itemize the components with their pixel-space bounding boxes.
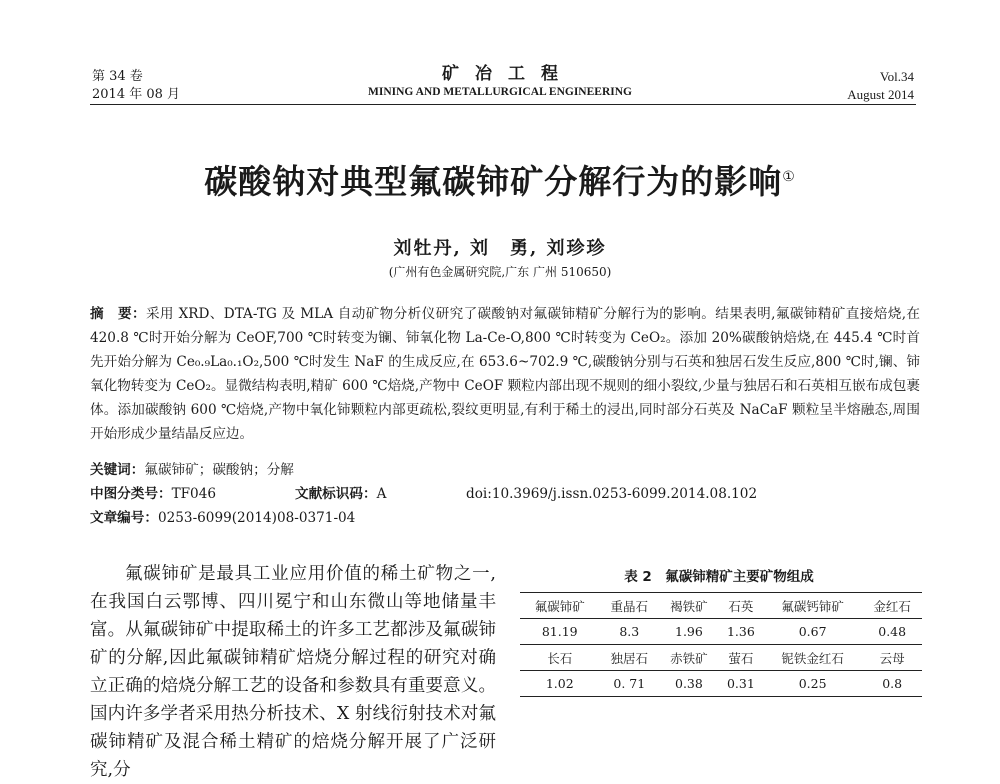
body-column-left — [90, 560, 496, 784]
table-cell: 1.96 — [659, 619, 719, 645]
table-cell: 萤石 — [728, 650, 754, 666]
table-cell: 赤铁矿 — [670, 650, 708, 666]
table-cell: 8.3 — [599, 619, 659, 645]
keywords-value: 氟碳铈矿；碳酸钠；分解 — [144, 462, 294, 478]
table-caption: 表 2 氟碳铈精矿主要矿物组成 — [624, 569, 814, 585]
affiliation: (广州有色金属研究院,广东 广州 510650) — [388, 265, 612, 279]
article-number-label: 文章编号： — [90, 510, 158, 526]
volume-cn: 第 34 卷 — [92, 69, 143, 84]
paper-title-text: 碳酸钠对典型氟碳铈矿分解行为的影响 — [204, 162, 783, 201]
paper-title — [0, 156, 1000, 203]
table-cell: 0.25 — [763, 671, 862, 697]
table-cell: 金红石 — [862, 593, 922, 619]
table-row-values-1 — [520, 619, 922, 645]
table-cell: 1.02 — [520, 671, 599, 697]
doi: doi:10.3969/j.issn.0253-6099.2014.08.102 — [466, 486, 758, 502]
date-en: August 2014 — [847, 87, 914, 102]
header-rule — [90, 104, 916, 105]
volume-en: Vol.34 — [879, 69, 914, 84]
table-cell: 长石 — [547, 650, 573, 666]
table-row-headers-2 — [520, 645, 922, 671]
table-cell: 0.8 — [862, 671, 922, 697]
keywords — [90, 458, 920, 482]
table-cell: 氟碳钙铈矿 — [763, 593, 862, 619]
table-cell: 0.31 — [719, 671, 763, 697]
article-number-value: 0253-6099(2014)08-0371-04 — [157, 510, 356, 526]
abstract-label: 摘 要： — [90, 306, 146, 322]
authors: 刘牡丹, 刘 勇, 刘珍珍 — [393, 238, 607, 259]
table-cell: 0.67 — [763, 619, 862, 645]
abstract — [90, 302, 920, 446]
running-header-right — [847, 68, 914, 104]
table-cell: 0.48 — [862, 619, 922, 645]
mineral-composition-table — [520, 592, 922, 697]
abstract-text: 采用 XRD、DTA-TG 及 MLA 自动矿物分析仪研究了碳酸钠对氟碳铈精矿分解行为的影响。结果表明,氟碳铈精矿直接焙烧,在 420.8 ℃时开始分解为 CeOF,700 ℃时转变为镧、铈氧化物 La-Ce-O,800 ℃时转变为 CeO₂。添加 20%碳酸钠焙烧,在 445.4 ℃时首先开始分解为 Ce₀.₉La₀.₁O₂,500 ℃时发生 NaF 的生成反应,在 653.6~702.9 ℃,碳酸钠分别与石英和独居石发生反应,800 ℃时,镧、铈氧化物转变为 CeO₂。显微结构表明,精矿 600 ℃焙烧,产物中 CeOF 颗粒内部出现不规则的细小裂纹,少量与独居石和石英相互嵌布成包裹体。添加碳酸钠 600 ℃焙烧,产物中氧化铈颗粒内部更疏松,裂纹更明显,有利于稀土的浸出,同时部分石英及 NaCaF 颗粒呈半熔融态,周围开始形成少量结晶反应边。 — [90, 306, 921, 442]
table-cell: 褐铁矿 — [659, 593, 719, 619]
table-cell: 81.19 — [520, 619, 599, 645]
journal-title-en: MINING AND METALLURGICAL ENGINEERING — [367, 86, 632, 98]
table-cell: 独居石 — [610, 650, 649, 666]
table-cell: 氟碳铈矿 — [520, 593, 599, 619]
table-cell: 1.36 — [719, 619, 763, 645]
journal-title-cn: 矿冶工程 — [442, 64, 574, 84]
table-cell: 0. 71 — [599, 671, 659, 697]
table-row-values-2 — [520, 671, 922, 697]
intro-paragraph: 氟碳铈矿是最具工业应用价值的稀土矿物之一,在我国白云鄂博、四川冕宁和山东微山等地储量丰富。从氟碳铈矿中提取稀土的许多工艺都涉及氟碳铈矿的分解,因此氟碳铈精矿焙烧分解过程的研究对确立正确的焙烧分解工艺的设备和参数具有重要意义。国内许多学者采用热分析技术、X 射线衍射技术对氟碳铈精矿及混合稀土精矿的焙烧分解开展了广泛研究,分 — [90, 564, 496, 780]
keywords-label: 关键词： — [90, 462, 145, 478]
table-cell: 石英 — [719, 593, 763, 619]
article-number — [90, 506, 920, 530]
clc-value: TF046 — [171, 486, 217, 502]
clc-label: 中图分类号： — [90, 486, 172, 502]
date-cn: 2014 年 08 月 — [92, 87, 181, 102]
table-cell: 0.38 — [659, 671, 719, 697]
table-row-headers-1 — [520, 593, 922, 619]
doc-code-label: 文献标识码： — [295, 486, 377, 502]
table-cell: 云母 — [879, 650, 905, 666]
table-cell: 重晶石 — [599, 593, 659, 619]
table-cell: 铌铁金红石 — [781, 650, 844, 666]
doc-code-value: A — [376, 486, 387, 502]
title-footnote-marker: ① — [782, 169, 796, 185]
